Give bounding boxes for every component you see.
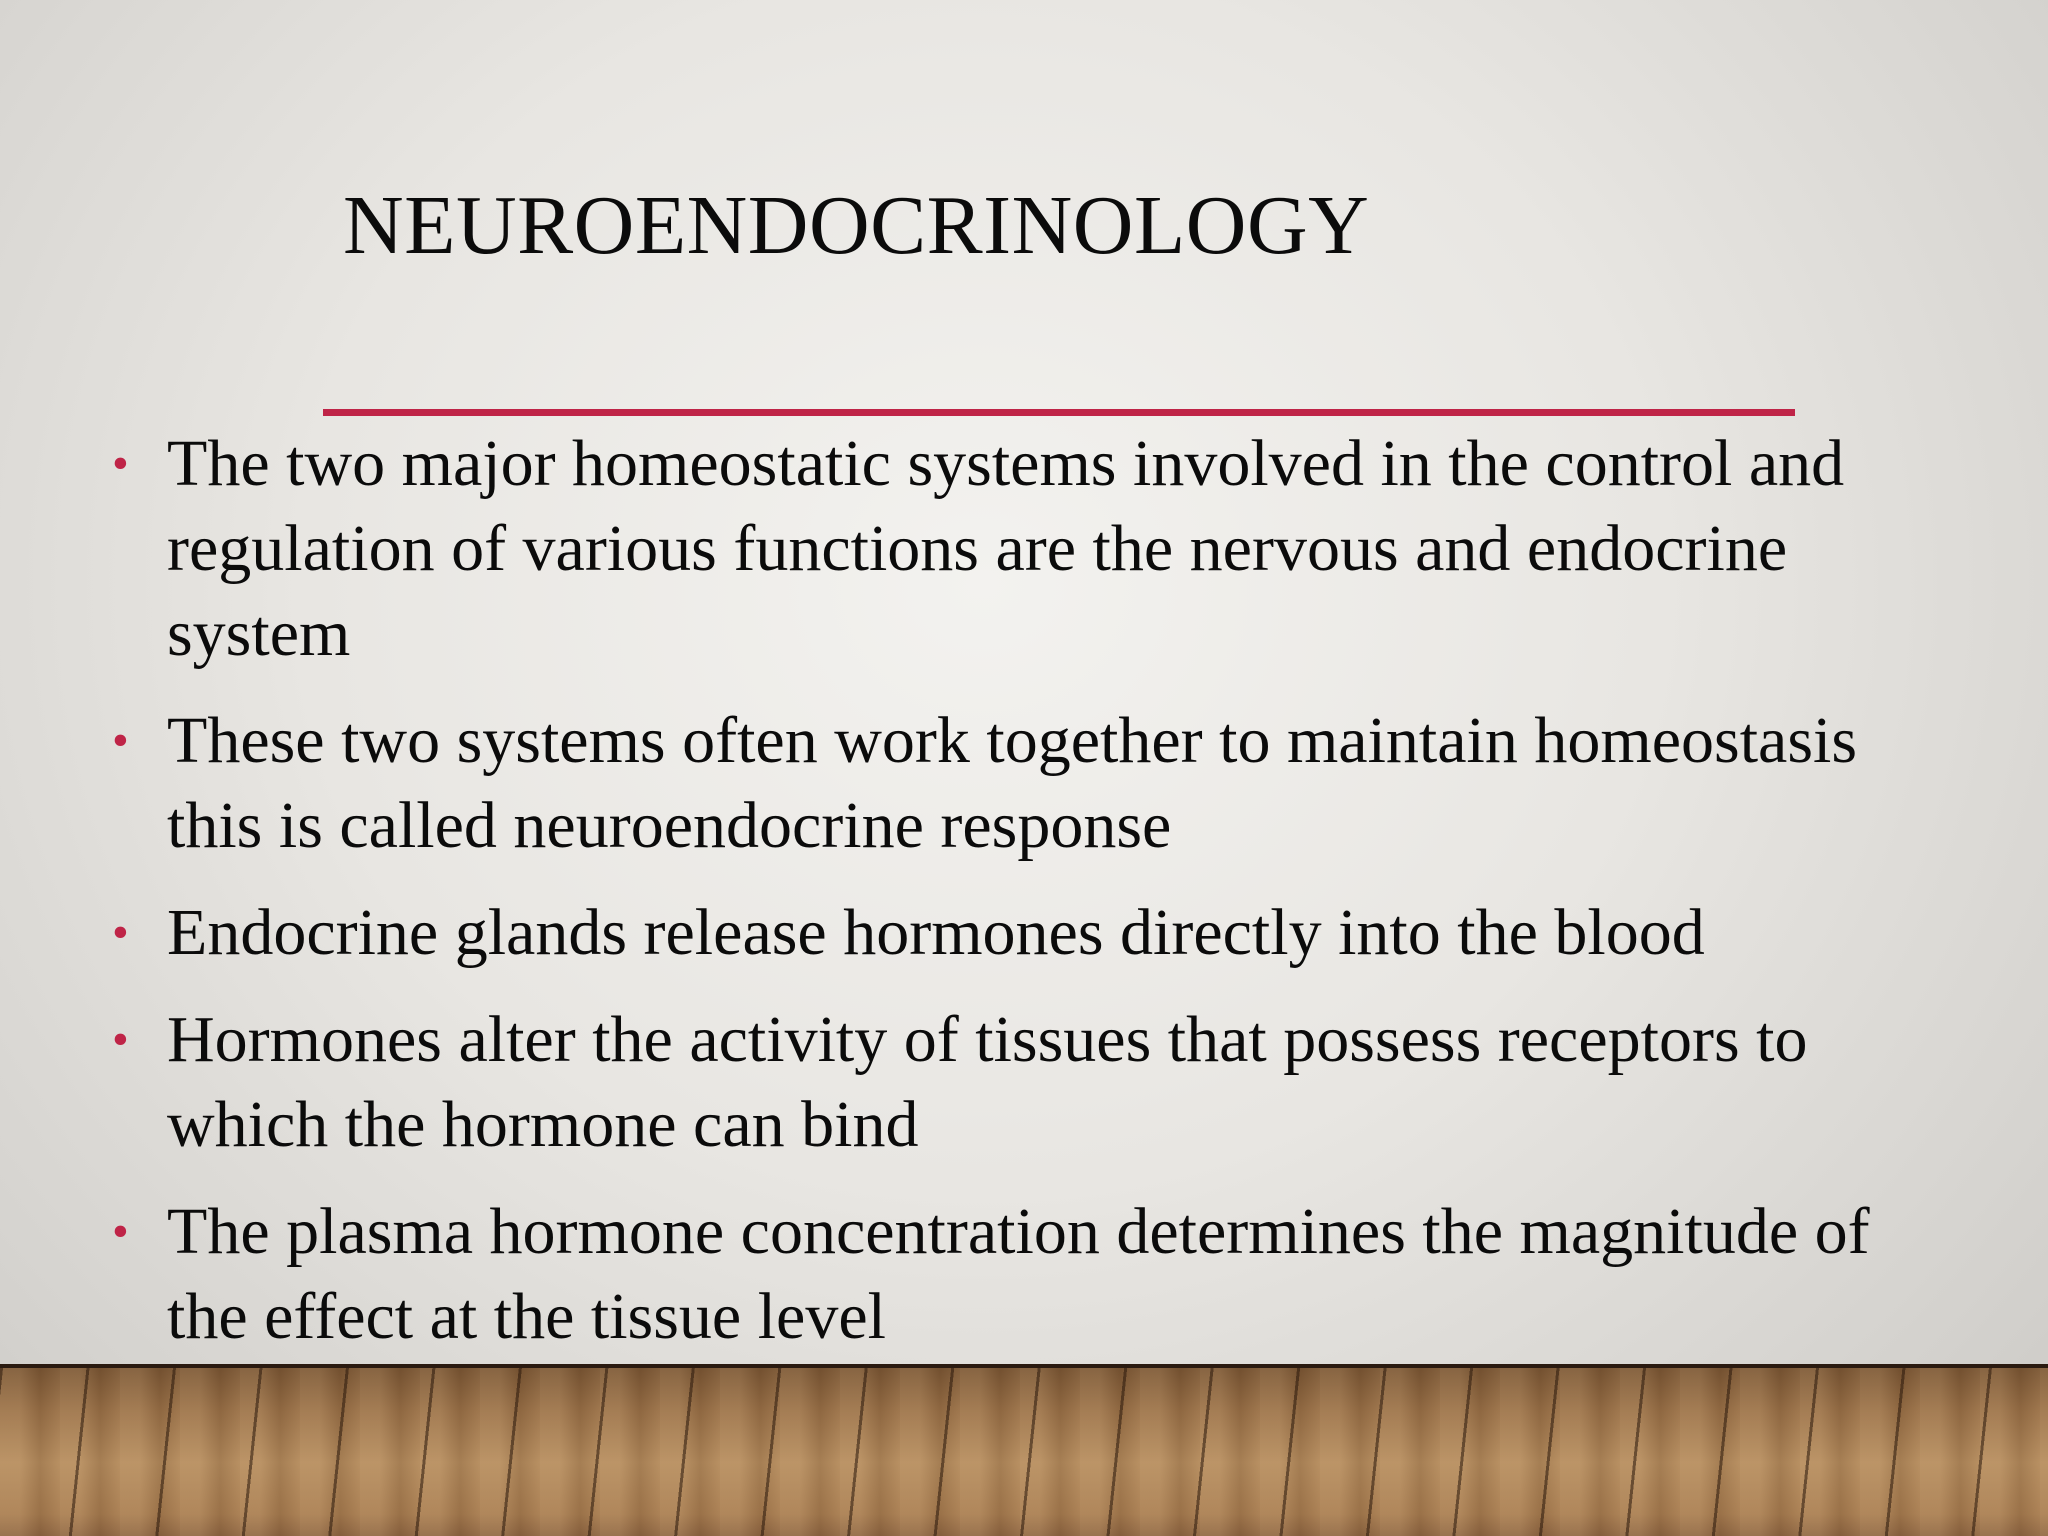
bullet-item — [112, 698, 1952, 868]
bullet-dot-icon: • — [112, 714, 129, 767]
bullet-item — [112, 997, 1952, 1167]
bullet-text: Hormones alter the activity of tissues that possess receptors to which the hormone can bind — [167, 1003, 1808, 1161]
bullet-item — [112, 1189, 1952, 1359]
bullet-text: Endocrine glands release hormones directly into the blood — [167, 896, 1705, 969]
bullet-text: The plasma hormone concentration determines the magnitude of the effect at the tissue level — [167, 1195, 1870, 1353]
slide-title: NEUROENDOCRINOLOGY — [343, 179, 1370, 272]
bullet-text: These two systems often work together to maintain homeostasis this is called neuroendocrine response — [167, 704, 1858, 862]
bullet-item — [112, 890, 1952, 975]
bullet-list — [112, 421, 1952, 1381]
bullet-dot-icon: • — [112, 437, 129, 490]
wood-floor-background — [0, 1364, 2048, 1536]
bullet-item — [112, 421, 1952, 676]
bullet-dot-icon: • — [112, 1205, 129, 1258]
bullet-text: The two major homeostatic systems involved in the control and regulation of various functions are the nervous and endocrine system — [167, 427, 1845, 670]
bullet-dot-icon: • — [112, 906, 129, 959]
title-underline — [323, 409, 1795, 416]
bullet-dot-icon: • — [112, 1013, 129, 1066]
